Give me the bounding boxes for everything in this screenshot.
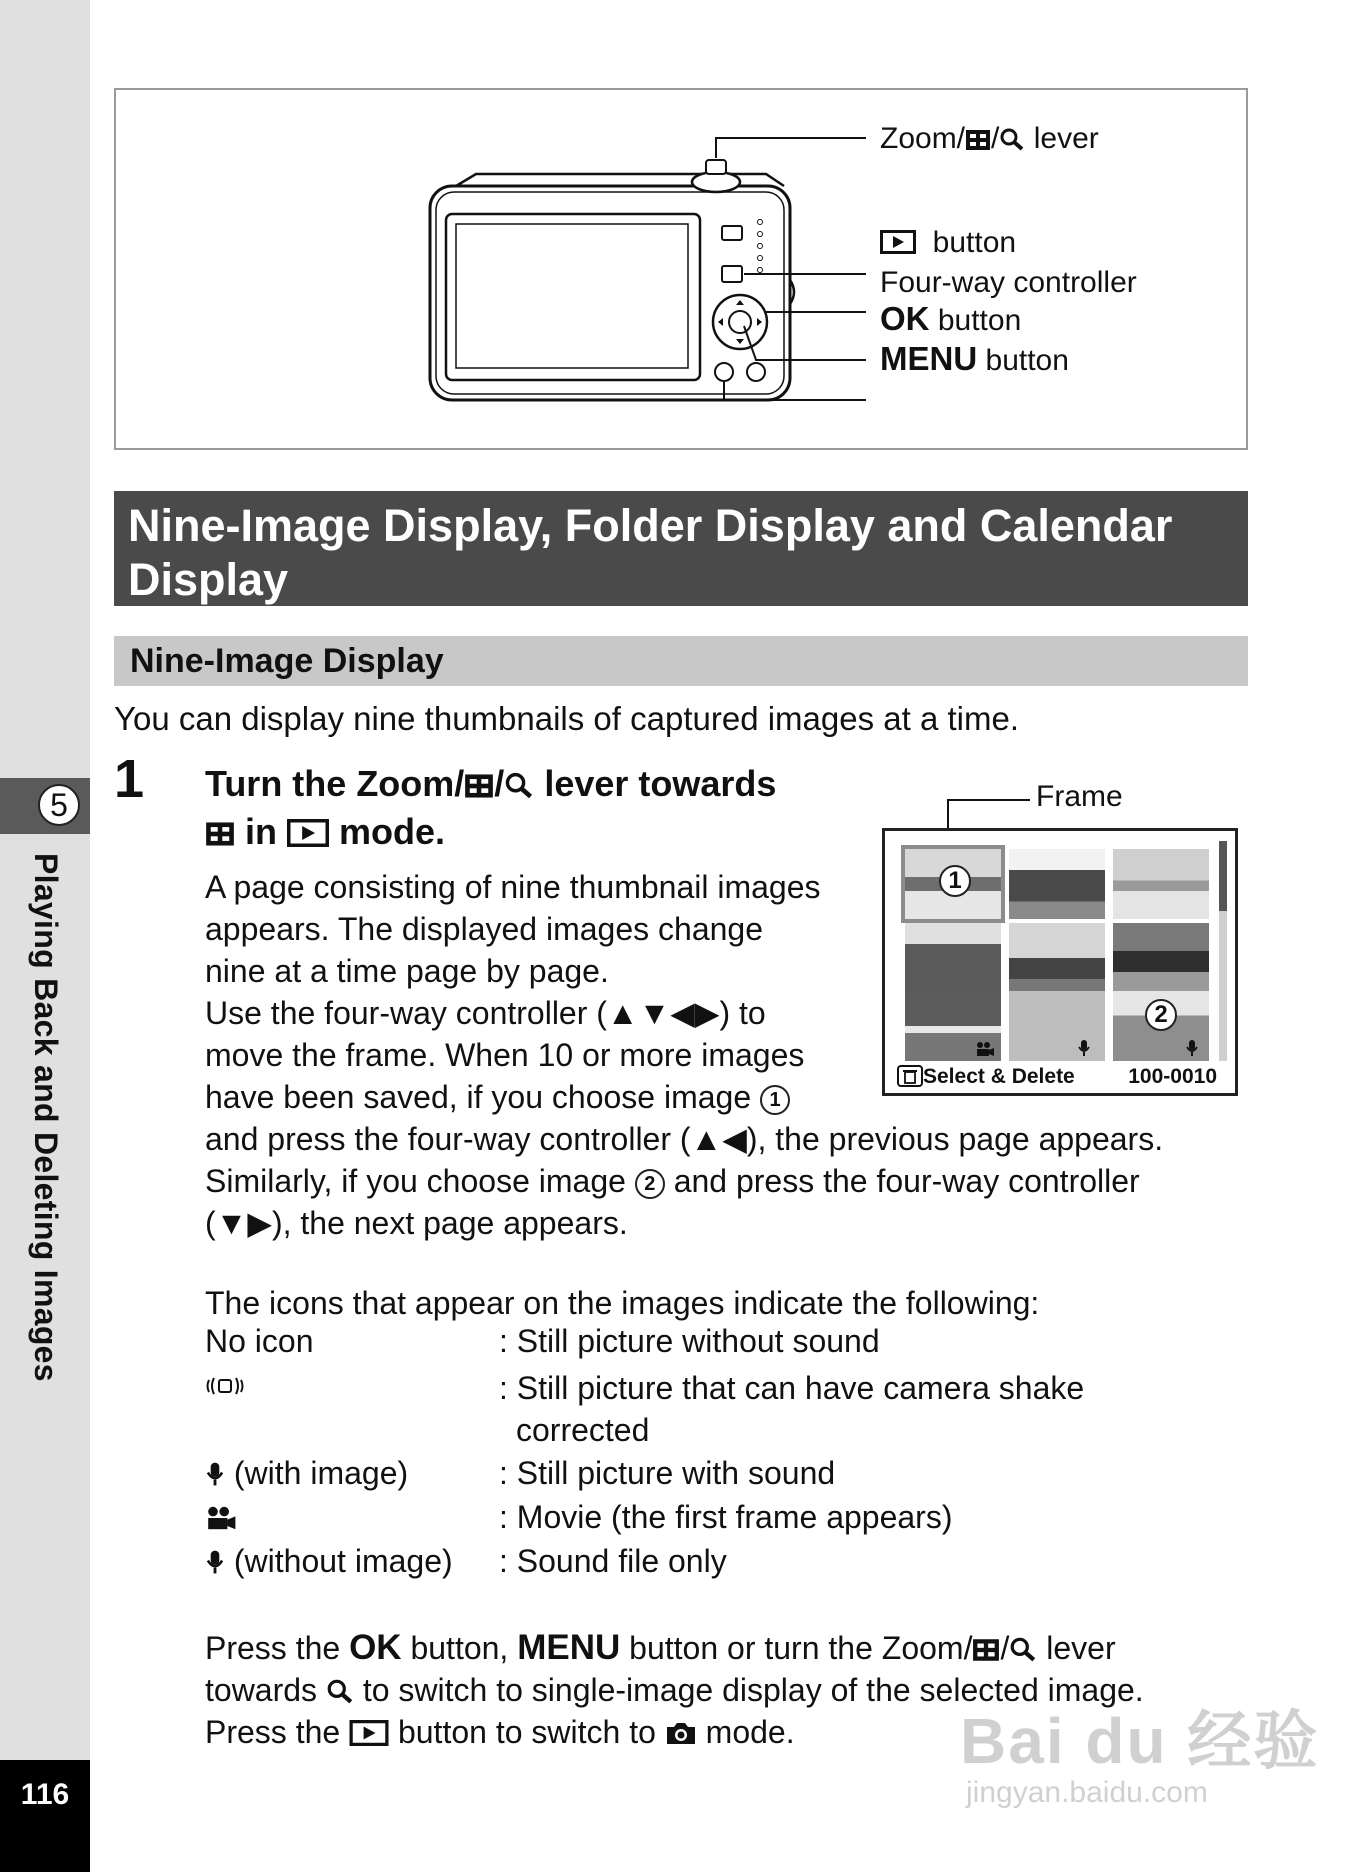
ok-button-callout: OK button [880, 300, 1022, 337]
thumbnail-grid [897, 841, 1213, 1061]
frame-label: Frame [1036, 780, 1123, 813]
chapter-title: Playing Back and Deleting Images [28, 853, 64, 1382]
thumbnail-5[interactable] [1009, 923, 1105, 993]
trash-icon [897, 1065, 923, 1087]
icon-legend-desc: : Sound file only [499, 1543, 727, 1579]
page-scrollbar [1219, 841, 1227, 1061]
icon-legend-label: No icon [205, 1323, 314, 1359]
microphone-icon [205, 1461, 225, 1487]
thumbnail-4[interactable] [905, 923, 1001, 993]
step-line: A page consisting of nine thumbnail images [205, 869, 821, 905]
subsection-title: Nine-Image Display [114, 636, 1248, 686]
nine-image-grid-icon [205, 821, 235, 847]
step-line: appears. The displayed images change [205, 911, 763, 947]
nine-image-grid-icon [965, 129, 991, 151]
thumbnail-1[interactable] [905, 849, 1001, 919]
magnifier-icon [1009, 1636, 1037, 1662]
step-line: and press the four-way controller (▲◀), the previous page appears. [205, 1121, 1164, 1157]
playback-icon [880, 230, 916, 254]
select-delete-label: Select & Delete [923, 1065, 1075, 1088]
nine-image-display-screen [882, 828, 1238, 1096]
icon-legend-desc: : Still picture without sound [499, 1323, 880, 1359]
section-title: Nine-Image Display, Folder Display and Calendar Display [114, 491, 1248, 606]
step-number: 1 [114, 749, 145, 809]
movie-camera-icon [975, 1041, 995, 1057]
nine-image-grid-icon [972, 1638, 1000, 1662]
marker-2-inline: 2 [635, 1169, 665, 1199]
chapter-number: 5 [38, 784, 80, 826]
magnifier-icon [504, 771, 534, 799]
closing-line: Press the button to switch to mode. [205, 1714, 795, 1750]
icon-legend-desc: : Movie (the first frame appears) [499, 1499, 953, 1535]
baidu-watermark-url: jingyan.baidu.com [966, 1776, 1208, 1809]
step-line: nine at a time page by page. [205, 953, 609, 989]
page-number: 116 [0, 1760, 90, 1872]
thumbnail-9[interactable] [1113, 991, 1209, 1061]
four-way-controller-callout: Four-way controller [880, 266, 1137, 299]
thumbnail-8[interactable] [1009, 991, 1105, 1061]
icon-legend-label: (with image) [233, 1455, 409, 1491]
thumbnail-6[interactable] [1113, 923, 1209, 993]
microphone-icon [205, 1549, 225, 1575]
step-line: Use the four-way controller (▲▼◀▶) to [205, 995, 766, 1031]
playback-button-callout: button [880, 226, 1016, 260]
closing-line: towards to switch to single-image display of the selected image. [205, 1672, 1144, 1708]
thumbnail-7[interactable] [905, 991, 1001, 1061]
marker-1: 1 [939, 865, 971, 897]
step-line: (▼▶), the next page appears. [205, 1205, 628, 1241]
microphone-icon [1077, 1039, 1091, 1057]
menu-button-callout: MENU button [880, 340, 1069, 377]
icon-legend-label: (without image) [233, 1543, 453, 1579]
marker-2: 2 [1145, 999, 1177, 1031]
step-line: have been saved, if you choose image 1 [205, 1076, 1163, 1118]
nine-image-grid-icon [464, 773, 494, 799]
shake-reduction-icon [205, 1374, 245, 1398]
microphone-icon [1185, 1039, 1199, 1057]
baidu-watermark: Bai du 经验 [960, 1705, 1320, 1777]
icon-legend-desc: : Still picture that can have camera shake [499, 1370, 1085, 1406]
playback-icon [287, 819, 329, 847]
marker-1-inline: 1 [760, 1085, 790, 1115]
icons-intro: The icons that appear on the images indicate the following: [205, 1285, 1040, 1321]
step-line: move the frame. When 10 or more images [205, 1037, 805, 1073]
thumbnail-panel-footer [897, 1065, 1223, 1093]
folder-file-number: 100-0010 [1128, 1065, 1217, 1088]
camera-figure [114, 88, 1248, 450]
camera-icon [665, 1720, 697, 1746]
thumbnail-3[interactable] [1113, 849, 1209, 919]
playback-icon [349, 1720, 389, 1746]
scrollbar-thumb [1219, 841, 1227, 911]
magnifier-icon [999, 127, 1025, 151]
movie-camera-icon [205, 1505, 237, 1531]
intro-text: You can display nine thumbnails of captured images at a time. [114, 700, 1019, 737]
magnifier-icon [326, 1678, 354, 1704]
icon-legend-desc: : Still picture with sound [499, 1455, 836, 1491]
step-line: Similarly, if you choose image 2 and press the four-way controller [205, 1163, 1140, 1199]
step-title: Turn the Zoom/ / lever towards in mode. [205, 763, 777, 852]
zoom-lever-callout: Zoom/ / lever [880, 122, 1099, 155]
icon-legend-desc-cont: corrected [516, 1412, 650, 1448]
closing-line: Press the OK button, MENU button or turn the Zoom/ / lever [205, 1628, 1116, 1667]
thumbnail-2[interactable] [1009, 849, 1105, 919]
